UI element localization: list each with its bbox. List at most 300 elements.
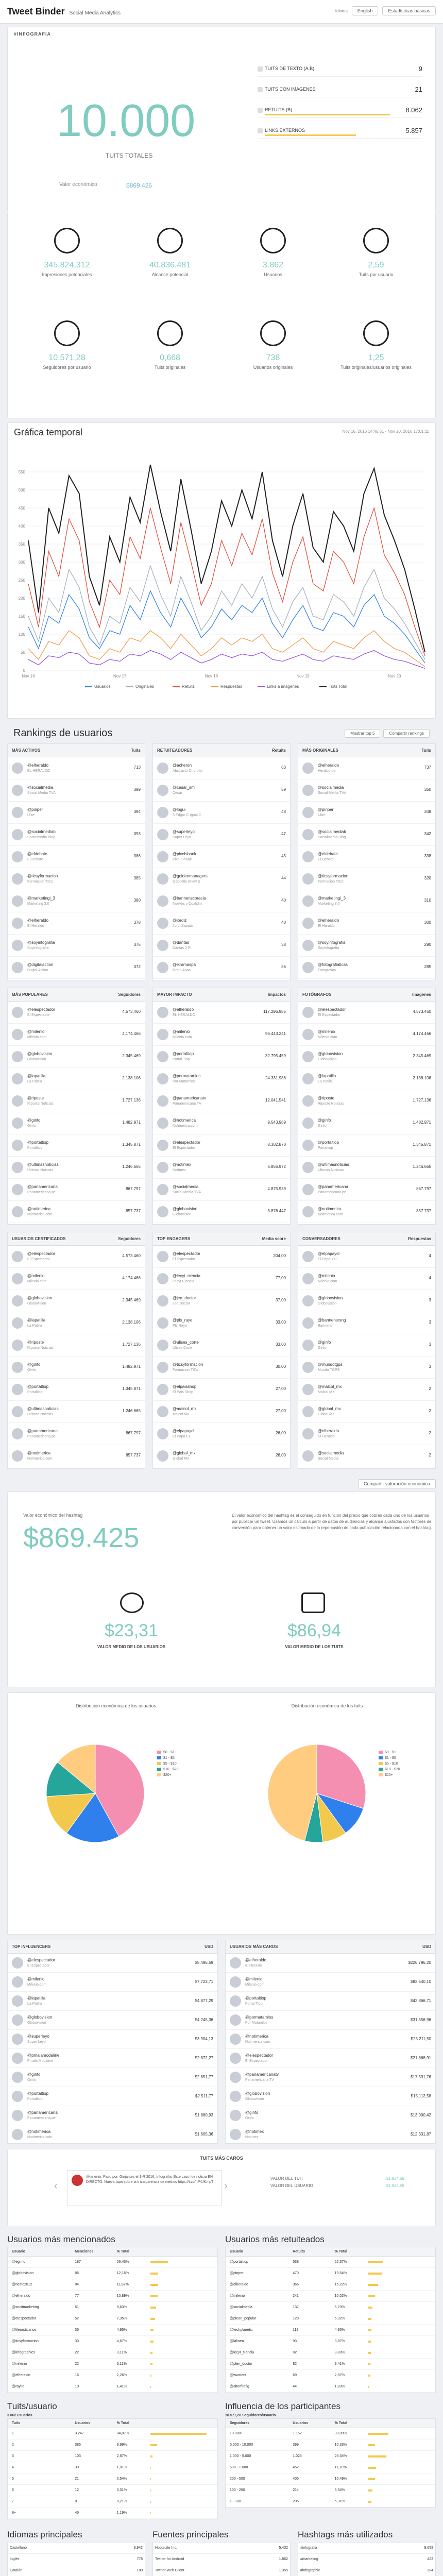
ranking-row[interactable]: [8, 1024, 145, 1046]
list-row[interactable]: [226, 2336, 435, 2347]
row-count: 384: [427, 2569, 433, 2572]
y-tick-label: 500: [18, 488, 25, 493]
ranking-row[interactable]: [153, 1268, 290, 1290]
language-button[interactable]: English: [352, 6, 379, 15]
avatar: [12, 895, 23, 907]
table-row[interactable]: [8, 2106, 217, 2125]
list-row[interactable]: [153, 2565, 290, 2576]
legend-label: $1 - $5: [163, 1756, 175, 1760]
list-row[interactable]: [8, 2485, 217, 2496]
ranking-row[interactable]: [298, 1268, 435, 1290]
ranking-row[interactable]: [298, 846, 435, 868]
list-row[interactable]: [226, 2313, 435, 2325]
user-name: El Pais Shop: [173, 1391, 194, 1394]
ranking-row[interactable]: [298, 1179, 435, 1201]
row-count: 10: [75, 2385, 79, 2388]
legend-swatch: [157, 1756, 161, 1759]
ranking-row[interactable]: [8, 757, 145, 779]
ranking-row[interactable]: [8, 912, 145, 935]
list-row[interactable]: [226, 2439, 435, 2451]
metric-value: 2,59: [368, 261, 384, 269]
list-row[interactable]: [8, 2291, 217, 2302]
row-pct: 1,83%: [334, 2385, 345, 2388]
list-row[interactable]: [226, 2485, 435, 2496]
ranking-row[interactable]: [298, 1201, 435, 1223]
ranking-row[interactable]: [8, 1290, 145, 1312]
ranking-row[interactable]: [8, 1157, 145, 1179]
list-row[interactable]: [8, 2257, 217, 2268]
table-row[interactable]: [8, 1973, 217, 1992]
ranking-row[interactable]: [153, 868, 290, 890]
ranking-row[interactable]: [298, 1090, 435, 1112]
user-name: Portal Tiop: [245, 2002, 263, 2006]
row-bar-cell: [150, 2294, 217, 2299]
user-handle: @notimex Notimex: [245, 2129, 264, 2139]
ranking-row[interactable]: [153, 1312, 290, 1334]
ranking-row[interactable]: [153, 1334, 290, 1357]
ranking-row[interactable]: [153, 1179, 290, 1201]
user-name: La Patilla: [27, 2002, 42, 2006]
percent-bar: [368, 2386, 370, 2388]
list-row[interactable]: [226, 2462, 435, 2473]
user-handle: @elespectador El Espectador: [27, 1958, 55, 1968]
ranking-row[interactable]: [8, 1068, 145, 1090]
econ-value-label: Valor económico: [59, 182, 97, 188]
ranking-column: Impactos: [267, 992, 286, 997]
ranking-row[interactable]: [153, 1068, 290, 1090]
row-bar-cell: [368, 2499, 435, 2504]
avatar: [12, 1362, 23, 1373]
ranking-row[interactable]: [8, 1112, 145, 1134]
list-row[interactable]: [226, 2496, 435, 2507]
language-label: Idioma: [335, 8, 348, 13]
percent-bar: [150, 2375, 152, 2377]
user-name: El Espectador: [173, 1258, 195, 1261]
user-name: El Espectador: [245, 2059, 268, 2063]
table-row[interactable]: [8, 2125, 217, 2144]
ranking-row[interactable]: [153, 935, 290, 957]
list-row[interactable]: [226, 2451, 435, 2462]
list-row[interactable]: [8, 2359, 217, 2370]
ranking-row[interactable]: [8, 1312, 145, 1334]
list-row[interactable]: [226, 2370, 435, 2381]
ranking-value: 1.727.136: [122, 1342, 141, 1347]
ranking-row[interactable]: [8, 890, 145, 912]
ranking-row[interactable]: [153, 1201, 290, 1223]
ranking-row[interactable]: [298, 802, 435, 824]
user-handle: @socialmedia Social Media: [318, 1451, 344, 1461]
ranking-row[interactable]: [8, 1090, 145, 1112]
ranking-value: 290: [424, 942, 431, 947]
percent-bar: [150, 2341, 154, 2343]
image-icon: [258, 87, 263, 92]
legend-swatch: [258, 686, 265, 687]
legend-swatch: [319, 686, 327, 687]
avg-user-value: $23,31: [105, 1621, 158, 1640]
ranking-row[interactable]: [298, 1423, 435, 1445]
row-name: 500 - 1.000: [230, 2466, 248, 2469]
avatar: [157, 1117, 168, 1129]
list-row[interactable]: [8, 2336, 217, 2347]
ranking-row[interactable]: [8, 868, 145, 890]
list-row[interactable]: [298, 2554, 435, 2565]
ranking-column: Respuestas: [408, 1236, 431, 1241]
ranking-row[interactable]: [153, 957, 290, 979]
usd-value: $21.668,91: [410, 2056, 431, 2060]
list-head: [226, 2247, 435, 2257]
avatar: [12, 2091, 23, 2102]
percent-bar: [368, 2363, 370, 2365]
user-handle: @globovision Globovision: [245, 2091, 270, 2101]
list-row[interactable]: [226, 2268, 435, 2279]
ranking-row[interactable]: [8, 802, 145, 824]
table-row[interactable]: [8, 2068, 217, 2087]
list-row[interactable]: [298, 2543, 435, 2554]
row-name: 6: [12, 2488, 14, 2492]
user-name: SoyInfografia: [318, 946, 339, 950]
avatar: [12, 1206, 23, 1217]
list-row[interactable]: [8, 2473, 217, 2485]
ranking-row[interactable]: [298, 1157, 435, 1179]
list-row[interactable]: [8, 2325, 217, 2336]
list-row[interactable]: [8, 2462, 217, 2473]
ranking-row[interactable]: [8, 1201, 145, 1223]
ranking-row[interactable]: [153, 846, 290, 868]
ranking-value: 3: [429, 1364, 431, 1369]
ranking-row[interactable]: [153, 1401, 290, 1423]
ranking-value: 2.345.469: [122, 1298, 141, 1302]
list-row[interactable]: [8, 2507, 217, 2519]
user-handle: @ulises_corte Ulises Corte: [173, 1340, 199, 1350]
user-handle: @dantas Dantas 2 Pl: [173, 940, 192, 950]
ranking-row[interactable]: [8, 1423, 145, 1445]
ranking-table: [298, 1232, 436, 1469]
table-row[interactable]: [226, 2106, 435, 2125]
user-name: Ginfo: [318, 1124, 327, 1128]
user-value: $1.934,59: [386, 2183, 404, 2188]
list-row[interactable]: [226, 2347, 435, 2359]
list-row[interactable]: [226, 2257, 435, 2268]
ranking-row[interactable]: [153, 779, 290, 802]
ranking-row[interactable]: [153, 1379, 290, 1401]
ranking-value: 1.727.136: [413, 1098, 431, 1103]
show-top-button[interactable]: Mostrar top 5: [345, 729, 380, 738]
kpi-value: 5.857: [405, 127, 422, 134]
legend-swatch: [157, 1762, 161, 1765]
ranking-row[interactable]: [298, 1068, 435, 1090]
row-count: 61: [75, 2306, 79, 2309]
avatar: [12, 1957, 23, 1969]
user-name: Milenio.com: [27, 1983, 47, 1987]
globe-icon: [54, 228, 80, 253]
ranking-row[interactable]: [298, 890, 435, 912]
table-row[interactable]: [8, 1992, 217, 2011]
metric-label: Seguidores por usuario: [43, 365, 91, 370]
ranking-row[interactable]: [153, 1046, 290, 1068]
list-row[interactable]: [8, 2381, 217, 2393]
ranking-row[interactable]: [153, 1290, 290, 1312]
ranking-row[interactable]: [8, 1379, 145, 1401]
ranking-row[interactable]: [298, 779, 435, 802]
user-handle: @marketingi_3 Marketing 3.0: [318, 896, 346, 906]
legend-label: $20+: [163, 1773, 172, 1777]
user-name: Portaltiop: [318, 1146, 333, 1150]
avatar: [12, 1117, 23, 1129]
list-row[interactable]: [226, 2279, 435, 2291]
table-row[interactable]: [226, 2087, 435, 2106]
chevron-right-icon[interactable]: ›: [224, 2180, 228, 2192]
table-row[interactable]: [8, 2030, 217, 2049]
list-row[interactable]: [226, 2291, 435, 2302]
table-row[interactable]: [226, 1992, 435, 2011]
econ-share-row: [7, 1476, 436, 1492]
row-count: 44: [293, 2385, 297, 2388]
usd-value: $4.245,36: [195, 2018, 213, 2022]
ranking-row[interactable]: [8, 1334, 145, 1357]
table-row[interactable]: [8, 2011, 217, 2030]
ranking-row[interactable]: [298, 1002, 435, 1024]
metrics-panel: [7, 212, 436, 418]
user-name: Ultimas Noticias: [318, 1168, 344, 1172]
list-row[interactable]: [8, 2451, 217, 2462]
row-count: 8.942: [133, 2546, 143, 2550]
ranking-row[interactable]: [8, 957, 145, 979]
ranking-row[interactable]: [8, 779, 145, 802]
user-handle: @globovision Globovision: [318, 1052, 343, 1061]
row-pct: 5,54%: [334, 2488, 345, 2492]
list-row[interactable]: [8, 2268, 217, 2279]
ranking-row[interactable]: [8, 1002, 145, 1024]
ranking-row[interactable]: [298, 1445, 435, 1467]
list-row[interactable]: [8, 2554, 145, 2565]
list-row[interactable]: [153, 2543, 290, 2554]
avatar: [12, 851, 23, 862]
ranking-row[interactable]: [153, 1445, 290, 1467]
ranking-row[interactable]: [153, 757, 290, 779]
ranking-row[interactable]: [298, 757, 435, 779]
metric-label: Usuarios: [264, 272, 282, 277]
table-header: [8, 1940, 217, 1954]
legend-item: [157, 1767, 179, 1772]
percent-bar: [150, 2433, 207, 2435]
ranking-value: 857.737: [126, 1209, 141, 1213]
list-row[interactable]: [298, 2565, 435, 2576]
user-handle: @ginfo Ginfo: [27, 2072, 41, 2082]
chevron-left-icon[interactable]: ‹: [54, 2180, 58, 2192]
ranking-row[interactable]: [298, 1334, 435, 1357]
list-row[interactable]: [8, 2313, 217, 2325]
list-row[interactable]: [226, 2325, 435, 2336]
row-count: 69: [293, 2374, 297, 2377]
ranking-value: 1.482.971: [122, 1120, 141, 1125]
ranking-row[interactable]: [298, 1379, 435, 1401]
table-row[interactable]: [226, 2125, 435, 2144]
table-row[interactable]: [226, 2049, 435, 2068]
table-row[interactable]: [8, 1954, 217, 1973]
ranking-row[interactable]: [8, 1445, 145, 1467]
list-row[interactable]: [226, 2359, 435, 2370]
list-row[interactable]: [8, 2347, 217, 2359]
ranking-row[interactable]: [8, 1246, 145, 1268]
ranking-row[interactable]: [153, 1090, 290, 1112]
ranking-row[interactable]: [298, 1134, 435, 1157]
avatar: [12, 762, 23, 774]
row-pct: 15,22%: [334, 2283, 347, 2286]
ranking-row[interactable]: [153, 1002, 290, 1024]
row-bar-cell: [368, 2282, 435, 2287]
list-row[interactable]: [226, 2381, 435, 2393]
ranking-row[interactable]: [298, 1312, 435, 1334]
row-bar-cell: [368, 2260, 435, 2265]
list-row[interactable]: [8, 2543, 145, 2554]
ranking-row[interactable]: [153, 1357, 290, 1379]
ranking-row[interactable]: [8, 1401, 145, 1423]
ranking-row[interactable]: [8, 1268, 145, 1290]
list-row[interactable]: [8, 2496, 217, 2507]
list-row[interactable]: [8, 2370, 217, 2381]
ranking-value: 338: [424, 854, 431, 858]
ranking-row[interactable]: [153, 1157, 290, 1179]
kpi-label: TUITS CON IMÁGENES: [265, 87, 316, 92]
row-name: 100 - 200: [230, 2488, 245, 2492]
ranking-row[interactable]: [298, 1357, 435, 1379]
ranking-row[interactable]: [153, 1024, 290, 1046]
ranking-row[interactable]: [153, 1134, 290, 1157]
ranking-row[interactable]: [8, 1046, 145, 1068]
legend-item: [379, 1772, 400, 1778]
user-name: Jordi Zapata: [173, 924, 193, 928]
list-row[interactable]: [8, 2565, 145, 2576]
ranking-row[interactable]: [8, 846, 145, 868]
list-row[interactable]: [226, 2428, 435, 2439]
ranking-title: FOTÓGRAFOS: [302, 992, 332, 997]
ranking-row[interactable]: [298, 935, 435, 957]
avatar: [157, 1206, 168, 1217]
user-name: El Espectador: [27, 1013, 50, 1017]
row-pct: 7,35%: [116, 2317, 127, 2320]
avatar: [230, 2072, 241, 2083]
user-handle: @globovision Globovision: [27, 2015, 53, 2025]
user-handle: @elheraldo EL HERALDO: [27, 763, 50, 773]
ranking-row[interactable]: [153, 802, 290, 824]
percent-bar: [150, 2295, 158, 2297]
avatar: [12, 807, 23, 818]
row-count: 386: [75, 2443, 81, 2447]
table-column: USD: [205, 1944, 213, 1949]
avatar: [12, 918, 23, 929]
ranking-row[interactable]: [298, 1046, 435, 1068]
ranking-row[interactable]: [298, 1401, 435, 1423]
table-row[interactable]: [226, 2068, 435, 2087]
x-tick-label: Nov 16: [22, 674, 35, 679]
legend-swatch: [157, 1751, 161, 1754]
percent-bar: [368, 2455, 386, 2458]
table-row[interactable]: [226, 2030, 435, 2049]
user-handle: @digitalaction Digital Action: [27, 962, 54, 972]
row-bar-cell: [368, 2339, 435, 2344]
ranking-row[interactable]: [8, 1179, 145, 1201]
ranking-row[interactable]: [8, 935, 145, 957]
ranking-row[interactable]: [153, 824, 290, 846]
tweet-card[interactable]: [67, 2170, 222, 2206]
ranking-row[interactable]: [298, 868, 435, 890]
user-name: El Papa Ycl: [318, 1258, 337, 1261]
tweet-distribution-pie: [265, 1742, 368, 1845]
ranking-row[interactable]: [298, 1246, 435, 1268]
row-name: @infographics: [12, 2351, 35, 2354]
table-row[interactable]: [226, 1973, 435, 1992]
row-bar-cell: [368, 2328, 435, 2333]
user-handle: @globovision Globovision: [318, 1296, 343, 1306]
percent-bar: [368, 2341, 371, 2343]
row-pct: 10,33%: [334, 2443, 347, 2447]
percent-bar: [368, 2444, 375, 2446]
row-name: 1.000 - 5.000: [230, 2454, 251, 2458]
ranking-row[interactable]: [153, 1112, 290, 1134]
list-row[interactable]: [153, 2554, 290, 2565]
row-pct: 9,99%: [116, 2443, 127, 2447]
ranking-column: Seguidores: [118, 1236, 141, 1241]
ranking-row[interactable]: [8, 824, 145, 846]
table-row[interactable]: [8, 2049, 217, 2068]
row-count: 8: [75, 2500, 77, 2503]
list-row[interactable]: [8, 2428, 217, 2439]
share-econ-button[interactable]: Compartir valoración económica: [358, 1479, 436, 1488]
ranking-row[interactable]: [153, 1246, 290, 1268]
user-name: Panamericana TV: [173, 1102, 201, 1106]
ranking-value: 26,00: [275, 1431, 286, 1435]
avatar: [302, 1140, 314, 1151]
plans-button[interactable]: Estadísticas básicas: [382, 6, 436, 15]
ranking-row[interactable]: [8, 1134, 145, 1157]
user-handle: @portaltiop Portal Tiop: [173, 1052, 194, 1061]
table-row[interactable]: [226, 1954, 435, 1973]
lists-row-2: [7, 2398, 436, 2519]
ranking-header: [298, 988, 435, 1002]
ranking-value: 386: [133, 854, 141, 858]
row-count: 33: [75, 2340, 79, 2343]
table-row[interactable]: [226, 2011, 435, 2030]
list-title: Usuarios más retuiteados: [225, 2234, 325, 2244]
list-row[interactable]: [226, 2473, 435, 2485]
ranking-row[interactable]: [153, 912, 290, 935]
user-name: Milenio.com: [318, 1280, 337, 1283]
usd-value: $12.331,87: [410, 2132, 431, 2137]
ranking-row[interactable]: [153, 1423, 290, 1445]
ranking-row[interactable]: [153, 890, 290, 912]
row-count: 405: [293, 2477, 299, 2481]
ranking-row[interactable]: [298, 1024, 435, 1046]
ranking-row[interactable]: [298, 957, 435, 979]
row-pct: 0,21%: [116, 2500, 127, 2503]
row-name: @eginfo: [12, 2260, 26, 2264]
ranking-row[interactable]: [8, 1357, 145, 1379]
row-name: @socialmedia: [230, 2306, 253, 2309]
ranking-row[interactable]: [298, 1290, 435, 1312]
share-rankings-button[interactable]: Compartir rankings: [383, 729, 430, 738]
table-row[interactable]: [8, 2087, 217, 2106]
list-row[interactable]: [8, 2439, 217, 2451]
ranking-row[interactable]: [298, 824, 435, 846]
list-row[interactable]: [8, 2302, 217, 2313]
ranking-row[interactable]: [298, 912, 435, 935]
ranking-row[interactable]: [298, 1112, 435, 1134]
list-row[interactable]: [8, 2279, 217, 2291]
user-handle: @elheraldo El Heraldo: [245, 1958, 267, 1968]
percent-bar: [368, 2273, 382, 2275]
list-row[interactable]: [226, 2302, 435, 2313]
row-pct: 1,41%: [116, 2385, 127, 2388]
